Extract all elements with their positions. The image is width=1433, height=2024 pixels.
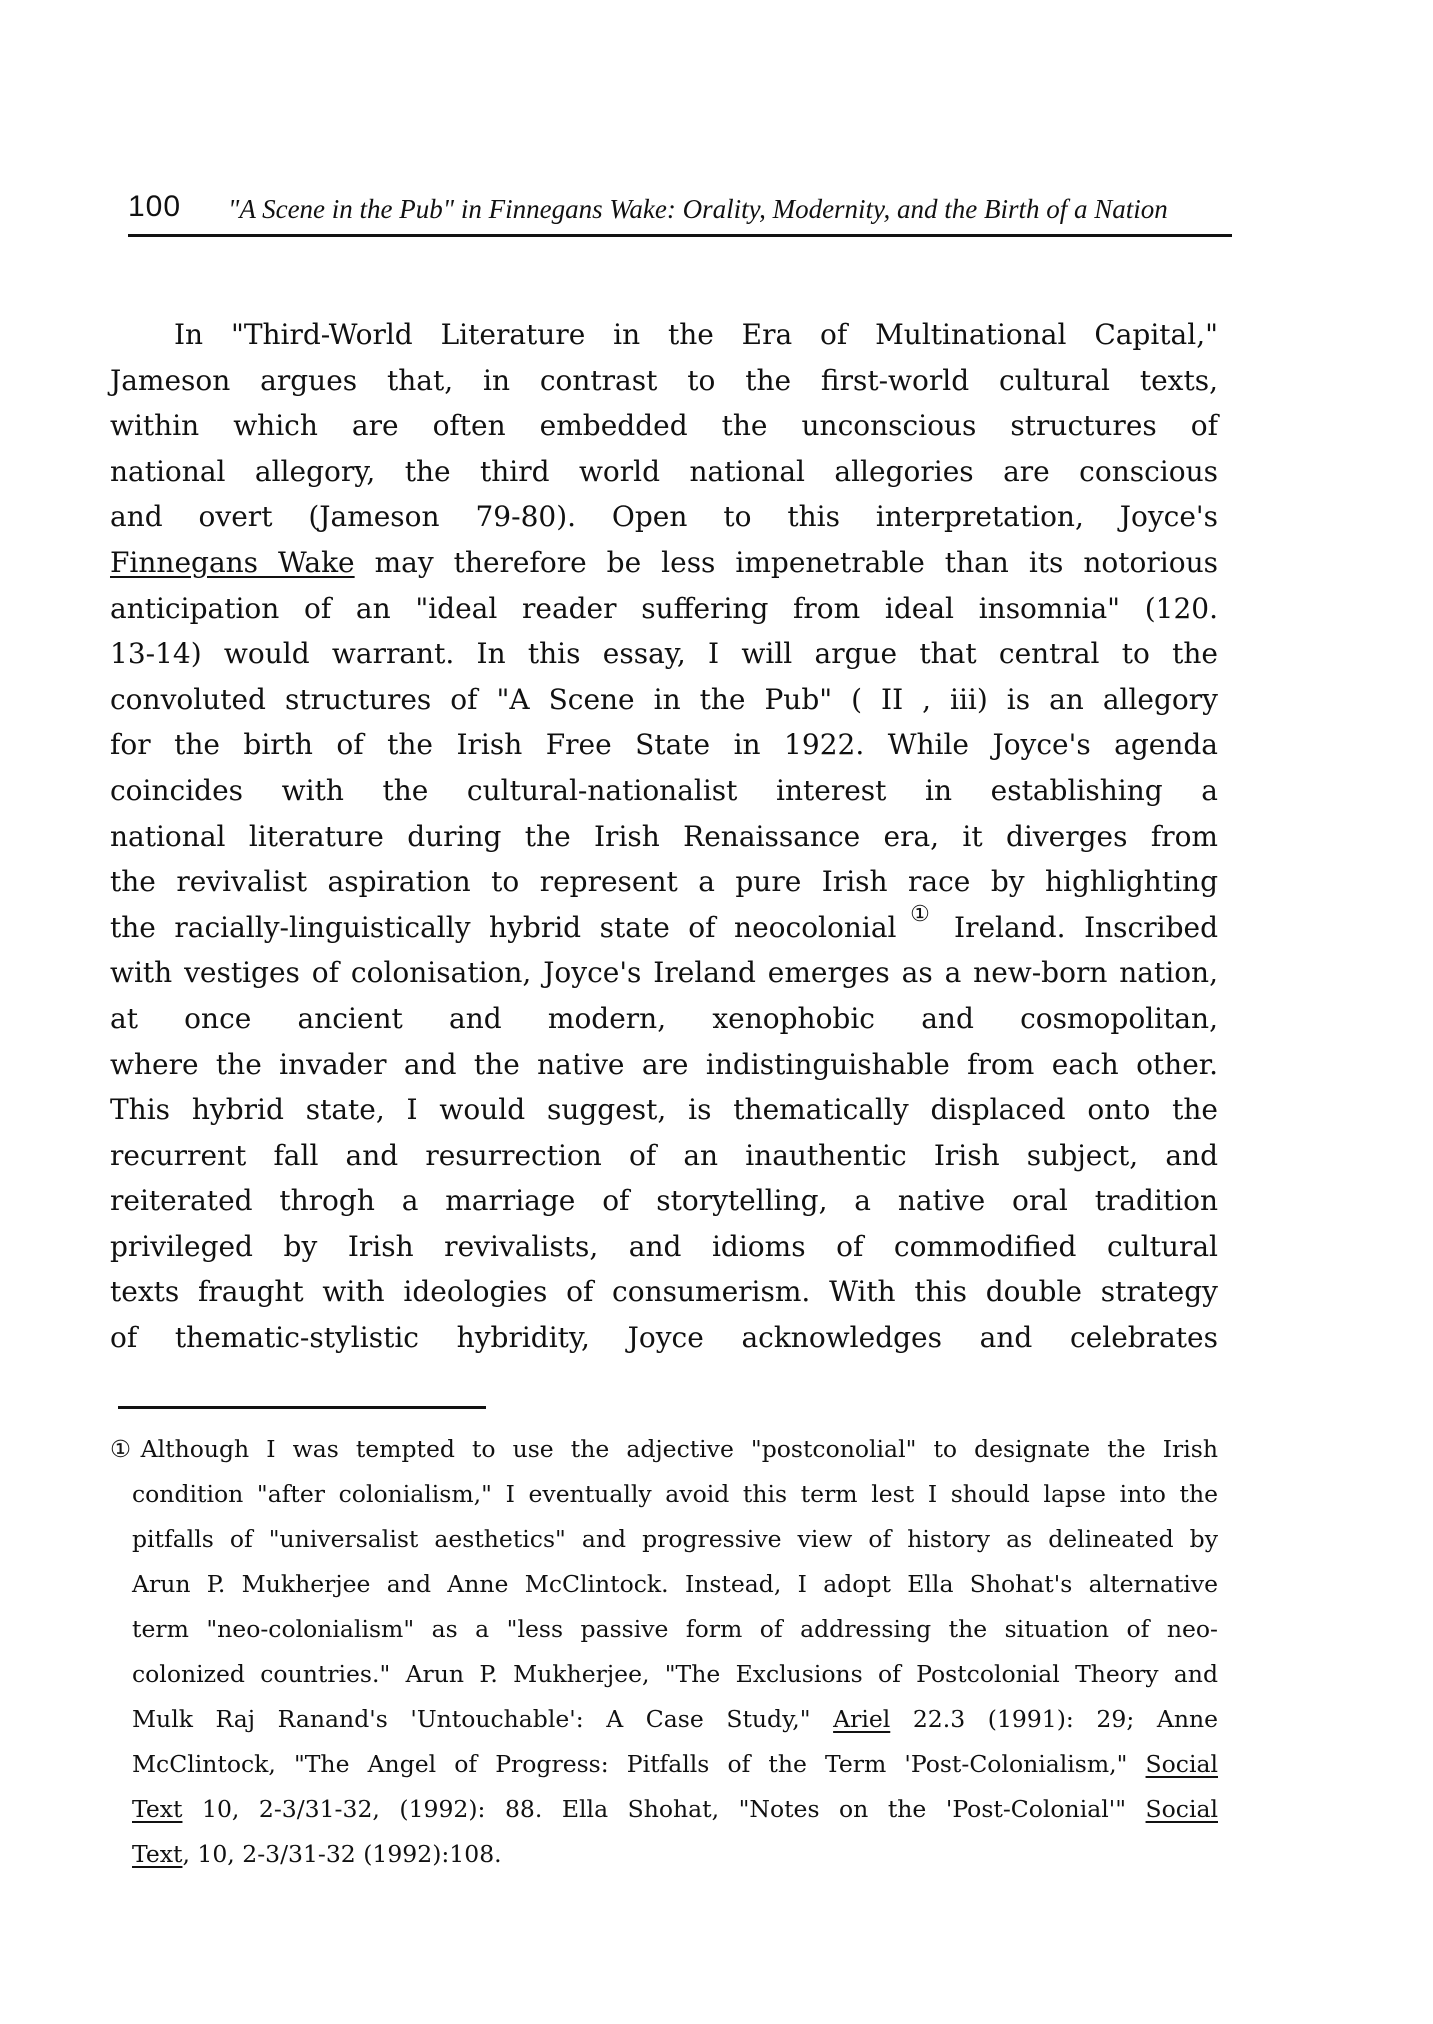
body-line: This hybrid state, I would suggest, is thematically displaced onto the — [110, 1093, 1218, 1127]
body-line: the racially-linguistically hybrid state of neocolonial ① Ireland. Inscribed — [110, 901, 1218, 944]
body-line: anticipation of an "ideal reader suffering from ideal insomnia" (120. — [110, 591, 1218, 625]
body-line: Jameson argues that, in contrast to the first-world cultural texts, — [110, 363, 1218, 397]
body-line: of thematic-stylistic hybridity, Joyce acknowledges and celebrates — [110, 1321, 1218, 1355]
footnote-line: colonized countries." Arun P. Mukherjee, "The Exclusions of Postcolonial Theory and — [132, 1660, 1218, 1688]
footnote-line: term "neo-colonialism" as a "less passive form of addressing the situation of neo- — [132, 1615, 1218, 1643]
footnote-divider — [118, 1406, 486, 1409]
body-line: In "Third-World Literature in the Era of Multinational Capital," — [174, 318, 1218, 351]
body-line: coincides with the cultural-nationalist interest in establishing a — [110, 773, 1218, 807]
body-line: national allegory, the third world national allegories are conscious — [110, 454, 1218, 488]
footnote — [110, 1427, 1218, 1877]
body-paragraph — [110, 312, 1218, 1361]
journal-title-underlined: Text — [132, 1840, 183, 1868]
footnote-line: pitfalls of "universalist aesthetics" and progressive view of history as delineated by — [132, 1525, 1218, 1553]
journal-title-underlined: Ariel — [833, 1705, 891, 1733]
journal-title-underlined: Social — [1145, 1750, 1218, 1778]
footnote-line: McClintock, "The Angel of Progress: Pitfalls of the Term 'Post-Colonialism," Social — [132, 1750, 1218, 1778]
footnote-marker: ① — [900, 901, 940, 927]
body-line: privileged by Irish revivalists, and idioms of commodified cultural — [110, 1229, 1218, 1263]
body-line: texts fraught with ideologies of consumerism. With this double strategy — [110, 1275, 1218, 1309]
page-number: 100 — [128, 190, 182, 223]
body-line: where the invader and the native are indistinguishable from each other. — [110, 1047, 1218, 1081]
body-line: Finnegans Wake may therefore be less impenetrable than its notorious — [110, 545, 1218, 579]
body-line: reiterated throgh a marriage of storytelling, a native oral tradition — [110, 1184, 1218, 1218]
body-line: 13-14) would warrant. In this essay, I will argue that central to the — [110, 637, 1218, 671]
footnote-line: Arun P. Mukherjee and Anne McClintock. Instead, I adopt Ella Shohat's alternative — [132, 1570, 1218, 1598]
footnote-line: Text 10, 2-3/31-32, (1992): 88. Ella Shohat, "Notes on the 'Post-Colonial'" Social — [132, 1795, 1218, 1823]
body-line: and overt (Jameson 79-80). Open to this interpretation, Joyce's — [110, 500, 1218, 534]
footnote-line: Mulk Raj Ranand's 'Untouchable': A Case Study," Ariel 22.3 (1991): 29; Anne — [132, 1705, 1218, 1733]
footnote-line: ①Although I was tempted to use the adjective "postconolial" to designate the Irish — [110, 1435, 1218, 1463]
page-header — [128, 190, 1232, 237]
footnote-line: Text, 10, 2-3/31-32 (1992):108. — [132, 1840, 502, 1868]
footnote-line: condition "after colonialism," I eventually avoid this term lest I should lapse into the — [132, 1480, 1218, 1508]
book-title-underlined: Finnegans Wake — [110, 545, 355, 579]
body-line: within which are often embedded the unconscious structures of — [110, 409, 1218, 443]
body-line: for the birth of the Irish Free State in 1922. While Joyce's agenda — [110, 728, 1218, 762]
body-line: convoluted structures of "A Scene in the Pub" ( II , iii) is an allegory — [110, 682, 1218, 716]
body-line: at once ancient and modern, xenophobic and cosmopolitan, — [110, 1001, 1218, 1035]
body-line: national literature during the Irish Renaissance era, it diverges from — [110, 819, 1218, 853]
running-title: "A Scene in the Pub" in Finnegans Wake: Orality, Modernity, and the Birth of a Nation — [228, 194, 1168, 224]
journal-title-underlined: Text — [132, 1795, 183, 1823]
body-line: with vestiges of colonisation, Joyce's Ireland emerges as a new-born nation, — [110, 956, 1218, 990]
body-line: the revivalist aspiration to represent a pure Irish race by highlighting — [110, 865, 1218, 899]
body-line: recurrent fall and resurrection of an inauthentic Irish subject, and — [110, 1138, 1218, 1172]
journal-title-underlined: Social — [1145, 1795, 1218, 1823]
